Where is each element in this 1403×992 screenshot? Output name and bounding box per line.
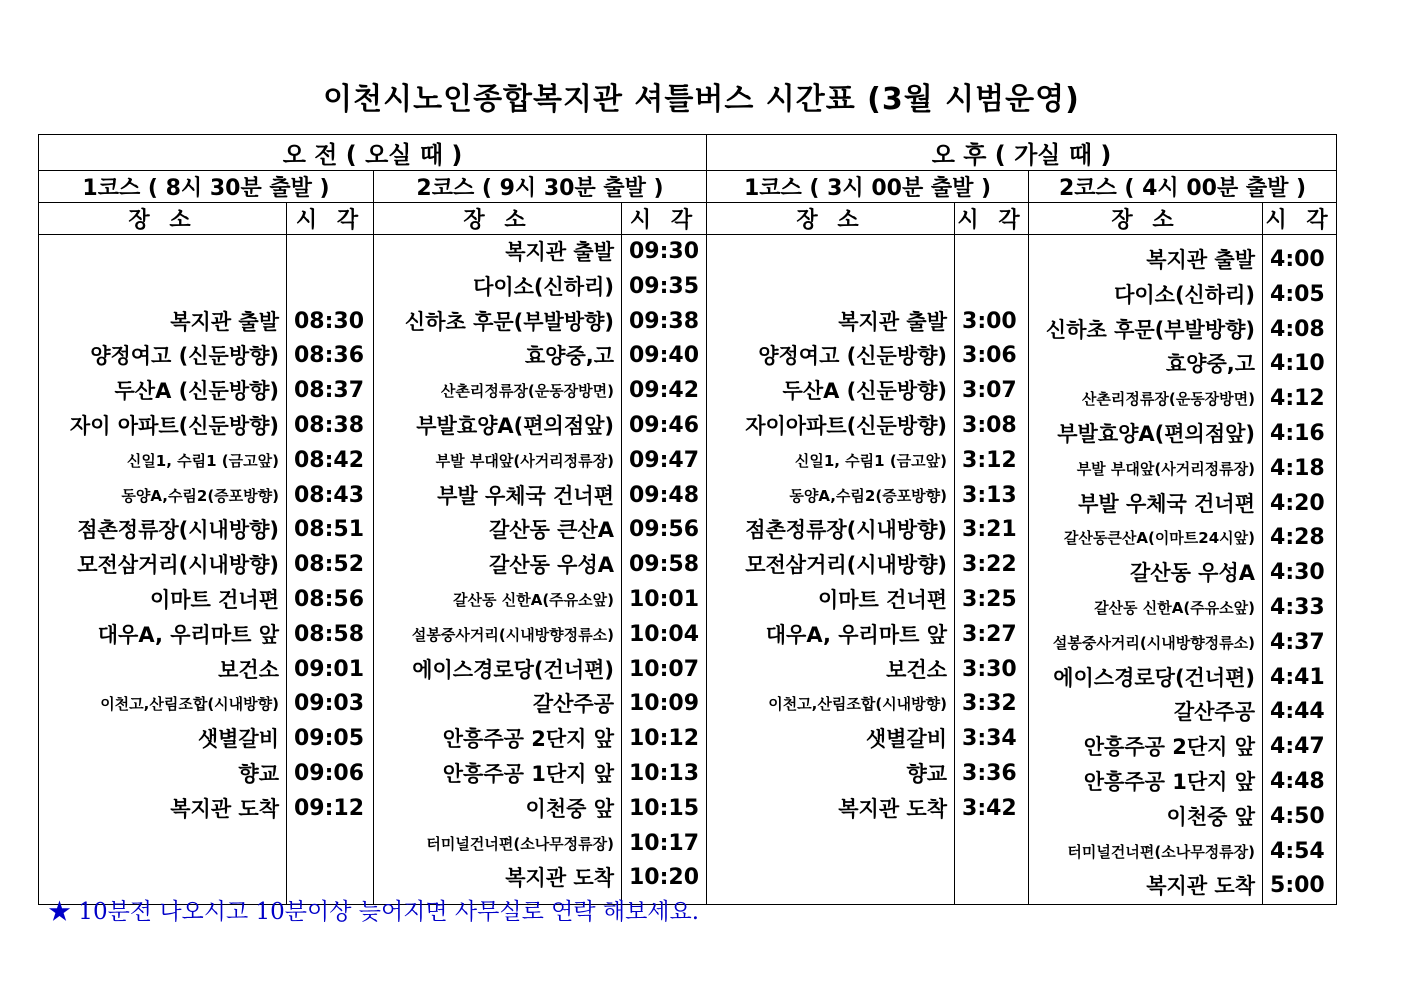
stop-time: 08:42	[294, 447, 365, 473]
stop-name: 점촌정류장(시내방향)	[745, 518, 948, 543]
stop-time: 09:40	[629, 343, 700, 369]
stop-time: 09:56	[629, 517, 700, 543]
stop-time: 3:22	[962, 552, 1017, 578]
stop-time	[287, 861, 373, 896]
stop-time: 4:54	[1270, 838, 1325, 864]
stop-name: 이천고,산림조합(시내방향)	[768, 695, 948, 714]
stop-time: 10:04	[629, 621, 700, 647]
stop-time: 4:41	[1270, 664, 1325, 690]
stop-time: 4:08	[1270, 316, 1325, 342]
stop-time: 10:07	[629, 656, 700, 682]
course-header: 1코스 ( 8시 30분 출발 )	[39, 171, 374, 203]
stop-name: 두산A (신둔방향)	[114, 379, 279, 404]
course-2-pm-places	[1029, 235, 1263, 905]
stop-name	[39, 827, 286, 862]
time-column-header: 시 각	[287, 203, 374, 235]
stop-name: 이천중 앞	[525, 796, 614, 821]
time-column-header: 시 각	[1263, 203, 1337, 235]
stop-name: 에이스경로당(건너편)	[1053, 665, 1256, 690]
stop-name: 효양중,고	[524, 344, 614, 369]
stop-time: 08:43	[294, 482, 365, 508]
stop-time: 3:36	[962, 760, 1017, 786]
stop-name: 샛별갈비	[197, 727, 279, 752]
stop-name: 신일1, 수림1 (금고앞)	[794, 451, 948, 470]
stop-time	[287, 270, 373, 305]
stop-name: 모전삼거리(시내방향)	[745, 553, 948, 578]
stop-name: 터미널건너편(소나무정류장)	[1067, 842, 1256, 861]
course-header: 2코스 ( 9시 30분 출발 )	[374, 171, 707, 203]
stop-time: 08:56	[294, 586, 365, 612]
stop-name: 터미널건너편(소나무정류장)	[426, 834, 614, 853]
stop-name: 복지관 출발	[170, 309, 279, 334]
stop-name: 안흥주공 1단지 앞	[1083, 769, 1256, 794]
stop-time: 4:50	[1270, 803, 1325, 829]
stop-name: 향교	[238, 761, 279, 786]
stop-time: 5:00	[1270, 873, 1325, 899]
stop-name: 양정여고 (신둔방향)	[90, 344, 279, 369]
stop-name: 부발 부대앞(사거리정류장)	[435, 451, 614, 470]
stop-name: 신일1, 수림1 (금고앞)	[126, 451, 279, 470]
stop-time: 08:36	[294, 343, 365, 369]
stop-time: 3:27	[962, 621, 1017, 647]
stop-name: 갈산주공	[1173, 700, 1256, 725]
stop-time: 09:42	[629, 378, 700, 404]
stop-name: 동양A,수림2(증포방향)	[121, 486, 279, 505]
stop-name	[707, 270, 954, 305]
stop-name: 효양중,고	[1165, 352, 1256, 377]
stop-name	[39, 270, 286, 305]
stop-name: 복지관 출발	[505, 240, 614, 264]
stop-time: 3:42	[962, 795, 1017, 821]
stop-name: 부발 우체국 건너편	[437, 483, 614, 508]
am-section-header: 오 전 ( 오실 때 )	[39, 135, 707, 171]
stop-time: 4:20	[1270, 490, 1325, 516]
stop-name: 복지관 도착	[1146, 874, 1256, 899]
stop-name: 이천고,산림조합(시내방향)	[100, 695, 279, 714]
place-column-header: 장 소	[707, 203, 955, 235]
stop-name: 복지관 도착	[170, 796, 279, 821]
stop-name: 갈산동 우성A	[489, 553, 614, 578]
stop-name	[707, 861, 954, 896]
stop-time: 09:30	[629, 239, 700, 264]
stop-name: 갈산동 큰산A	[489, 518, 614, 543]
stop-name: 부발 우체국 건너편	[1078, 491, 1256, 516]
stop-name: 갈산동큰산A(이마트24시앞)	[1063, 529, 1256, 548]
stop-time: 3:13	[962, 482, 1017, 508]
stop-time	[955, 270, 1028, 305]
stop-time: 08:38	[294, 412, 365, 438]
stop-time: 4:18	[1270, 455, 1325, 481]
shuttle-timetable	[38, 134, 1337, 905]
stop-time: 08:52	[294, 552, 365, 578]
stop-name: 이마트 건너편	[817, 587, 948, 612]
course-1-am-times	[287, 235, 374, 905]
stop-time: 4:12	[1270, 386, 1325, 412]
course-2-pm-times	[1263, 235, 1337, 905]
stop-name: 부발효양A(편의점앞)	[416, 413, 614, 438]
stop-name: 점촌정류장(시내방향)	[77, 518, 279, 543]
notice-text: ★ 10분전 나오시고 10분이상 늦어지면 사무실로 연락 해보세요.	[48, 899, 700, 925]
stop-name: 복지관 도착	[505, 866, 614, 891]
stop-time: 08:51	[294, 517, 365, 543]
stop-time: 4:10	[1270, 351, 1325, 377]
stop-name: 갈산동 신한A(주유소앞)	[453, 590, 614, 609]
stop-name	[39, 861, 286, 896]
stop-time: 10:01	[629, 586, 700, 612]
stop-time: 4:05	[1270, 281, 1325, 307]
stop-time	[287, 235, 373, 270]
stop-time: 3:00	[962, 308, 1017, 334]
stop-time: 3:21	[962, 517, 1017, 543]
stop-name: 이천중 앞	[1166, 804, 1256, 829]
stop-time: 10:09	[629, 691, 700, 717]
stop-time: 4:16	[1270, 420, 1325, 446]
stop-time: 09:12	[294, 795, 365, 821]
stop-time: 09:06	[294, 760, 365, 786]
stop-name: 설봉중사거리(시내방향정류소)	[1052, 633, 1256, 652]
course-2-am-places	[374, 235, 622, 905]
stop-name: 다이소(신하리)	[473, 274, 614, 299]
stop-time: 3:30	[962, 656, 1017, 682]
stop-time: 4:30	[1270, 560, 1325, 586]
place-column-header: 장 소	[374, 203, 622, 235]
stop-time: 4:00	[1270, 247, 1325, 272]
stop-time: 09:47	[629, 447, 700, 473]
time-column-header: 시 각	[955, 203, 1029, 235]
stop-name	[707, 827, 954, 862]
stop-name: 갈산동 우성A	[1130, 561, 1256, 586]
stop-time	[955, 861, 1028, 896]
stop-name: 두산A (신둔방향)	[782, 379, 948, 404]
stop-time: 09:58	[629, 552, 700, 578]
stop-time: 08:30	[294, 308, 365, 334]
stop-time: 3:32	[962, 691, 1017, 717]
stop-time: 09:01	[294, 656, 365, 682]
stop-name: 에이스경로당(건너편)	[412, 657, 614, 682]
stop-name: 자이 아파트(신둔방향)	[69, 413, 279, 438]
stop-time	[287, 827, 373, 862]
stop-time: 08:58	[294, 621, 365, 647]
page-title: 이천시노인종합복지관 셔틀버스 시간표 (3월 시범운영)	[323, 82, 1080, 117]
stop-time: 3:07	[962, 378, 1017, 404]
stop-name: 대우A, 우리마트 앞	[97, 622, 279, 647]
stop-name: 신하초 후문(부발방향)	[1045, 317, 1256, 342]
course-2-am-times	[622, 235, 707, 905]
stop-name: 복지관 도착	[838, 796, 948, 821]
stop-name	[39, 235, 286, 270]
course-header: 2코스 ( 4시 00분 출발 )	[1029, 171, 1337, 203]
stop-time: 3:34	[962, 726, 1017, 752]
stop-time: 4:48	[1270, 768, 1325, 794]
stop-name	[707, 235, 954, 270]
stop-time: 09:05	[294, 726, 365, 752]
stop-time: 10:12	[629, 726, 700, 752]
stop-name: 다이소(신하리)	[1114, 282, 1256, 307]
stop-name: 이마트 건너편	[149, 587, 279, 612]
stop-time	[955, 827, 1028, 862]
stop-name: 신하초 후문(부발방향)	[404, 309, 614, 334]
stop-name: 보건소	[218, 657, 279, 682]
stop-name: 모전삼거리(시내방향)	[77, 553, 279, 578]
stop-time: 08:37	[294, 378, 365, 404]
stop-time: 3:25	[962, 586, 1017, 612]
course-1-pm-places	[707, 235, 955, 905]
stop-name: 산촌리정류장(운동장방면)	[440, 382, 614, 401]
stop-time: 4:37	[1270, 629, 1325, 655]
stop-time: 09:48	[629, 482, 700, 508]
stop-name: 복지관 출발	[838, 309, 948, 334]
stop-name: 갈산동 신한A(주유소앞)	[1094, 598, 1256, 617]
place-column-header: 장 소	[39, 203, 287, 235]
stop-time: 09:35	[629, 273, 700, 299]
stop-time	[955, 235, 1028, 270]
stop-name: 갈산주공	[532, 692, 614, 717]
stop-time: 10:13	[629, 760, 700, 786]
stop-name: 샛별갈비	[865, 727, 948, 752]
stop-name: 보건소	[886, 657, 948, 682]
stop-time: 09:03	[294, 691, 365, 717]
stop-name: 안흥주공 2단지 앞	[442, 727, 614, 752]
stop-name: 부발효양A(편의점앞)	[1057, 421, 1256, 446]
stop-time: 3:12	[962, 447, 1017, 473]
stop-time: 3:06	[962, 343, 1017, 369]
pm-section-header: 오 후 ( 가실 때 )	[707, 135, 1337, 171]
stop-name: 안흥주공 1단지 앞	[442, 761, 614, 786]
stop-time: 4:44	[1270, 699, 1325, 725]
course-1-pm-times	[955, 235, 1029, 905]
stop-time: 10:17	[629, 830, 700, 856]
stop-time: 3:08	[962, 412, 1017, 438]
stop-name: 부발 부대앞(사거리정류장)	[1076, 459, 1256, 478]
stop-time: 09:46	[629, 412, 700, 438]
stop-time: 10:20	[629, 865, 700, 891]
stop-name: 자이아파트(신둔방향)	[745, 413, 948, 438]
stop-name: 복지관 출발	[1146, 248, 1256, 272]
stop-name: 산촌리정류장(운동장방면)	[1081, 390, 1256, 409]
stop-name: 설봉중사거리(시내방향정류소)	[411, 625, 614, 644]
stop-time: 09:38	[629, 308, 700, 334]
stop-name: 동양A,수림2(증포방향)	[789, 486, 948, 505]
course-1-am-places	[39, 235, 287, 905]
stop-time: 4:28	[1270, 525, 1325, 551]
stop-time: 10:15	[629, 795, 700, 821]
stop-time: 4:47	[1270, 734, 1325, 760]
stop-name: 안흥주공 2단지 앞	[1083, 735, 1256, 760]
place-column-header: 장 소	[1029, 203, 1263, 235]
stop-name: 대우A, 우리마트 앞	[765, 622, 948, 647]
stop-name: 향교	[906, 761, 948, 786]
course-header: 1코스 ( 3시 00분 출발 )	[707, 171, 1029, 203]
stop-name: 양정여고 (신둔방향)	[758, 344, 948, 369]
stop-time: 4:33	[1270, 594, 1325, 620]
time-column-header: 시 각	[622, 203, 707, 235]
